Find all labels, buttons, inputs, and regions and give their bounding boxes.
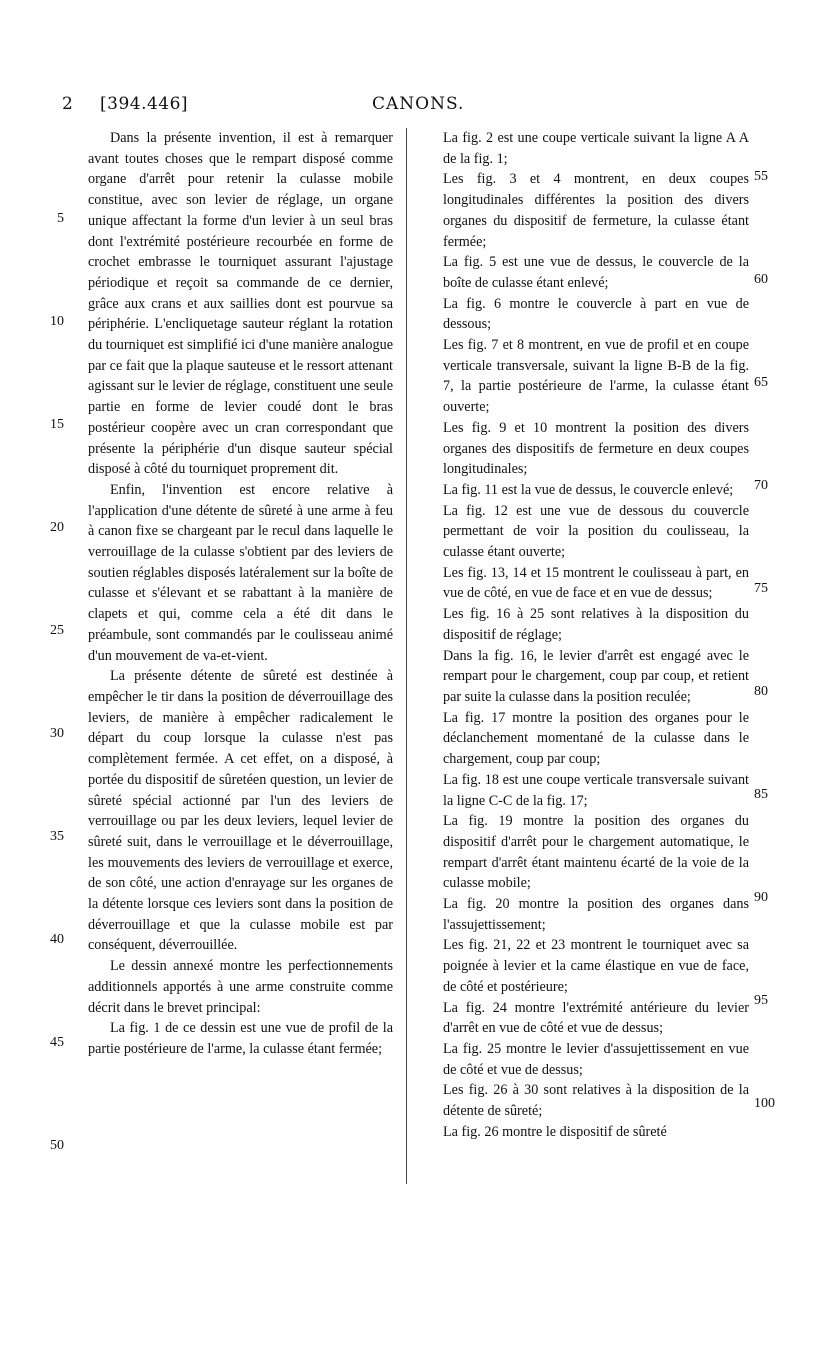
figure-entry: La fig. 5 est une vue de dessus, le couvercle de la boîte de culasse étant enlevé; — [443, 254, 749, 291]
left-column — [88, 128, 393, 1060]
figure-entry: La fig. 6 montre le couvercle à part en vue de dessous; — [443, 295, 749, 333]
line-number: 85 — [754, 787, 768, 802]
line-number: 20 — [50, 520, 64, 535]
figure-entry: Les fig. 3 et 4 montrent, en deux coupes longitudinales différentes la position des divers organes du dispositif de fermeture, la culasse étant fermée; — [443, 171, 749, 250]
figure-entry: La fig. 25 montre le levier d'assujettissement en vue de côté et vue de dessus; — [443, 1040, 749, 1078]
figure-entry: La fig. 24 montre l'extrémité antérieure du levier d'arrêt en vue de côté et vue de dessus; — [443, 999, 749, 1037]
figure-entry: Les fig. 21, 22 et 23 montrent le tourniquet avec sa poignée à levier et la came élastique en vue de face, de côté et postérieure; — [443, 937, 749, 995]
line-number: 90 — [754, 890, 768, 905]
patent-number: [394.446] — [100, 94, 189, 114]
line-number: 60 — [754, 272, 768, 287]
line-number: 25 — [50, 623, 64, 638]
figure-entry: Les fig. 9 et 10 montrent la position des divers organes des dispositifs de fermeture en deux coupes longitudinales; — [443, 419, 749, 478]
line-number: 45 — [50, 1035, 64, 1050]
figure-entry: Les fig. 26 à 30 sont relatives à la disposition de la détente de sûreté; — [443, 1082, 749, 1120]
figure-entry: La fig. 11 est la vue de dessus, le couvercle enlevé; — [443, 481, 734, 498]
figure-entry: La fig. 20 montre la position des organes dans l'assujettissement; — [443, 896, 749, 933]
page-number: 2 — [62, 94, 74, 114]
line-number: 95 — [754, 993, 768, 1008]
page-header — [0, 94, 816, 120]
figure-entry: Les fig. 16 à 25 sont relatives à la disposition du dispositif de réglage; — [443, 606, 749, 643]
line-number: 15 — [50, 417, 64, 432]
line-number: 50 — [50, 1138, 64, 1153]
figure-entry: La fig. 19 montre la position des organes du dispositif d'arrêt pour le chargement automatique, le rempart d'arrêt étant maintenu écarté de la voie de la culasse mobile; — [443, 813, 749, 892]
right-column — [421, 128, 749, 1142]
figure-entry: La fig. 2 est une coupe verticale suivant la ligne A A de la fig. 1; — [443, 130, 749, 167]
line-number: 5 — [57, 211, 64, 226]
line-number: 65 — [754, 375, 768, 390]
figure-entry: La fig. 17 montre la position des organes pour le déclanchement momentané de la culasse dans le chargement, coup par coup; — [443, 709, 749, 768]
line-number: 10 — [50, 314, 64, 329]
line-number: 40 — [50, 932, 64, 947]
line-number: 75 — [754, 581, 768, 596]
figure-entry: La fig. 12 est une vue de dessous du couvercle permettant de voir la position du coulisseau, la culasse étant ouverte; — [443, 502, 749, 561]
line-number: 80 — [754, 684, 768, 699]
figure-entry: Les fig. 13, 14 et 15 montrent le coulisseau à part, en vue de côté, en vue de face et en vue de dessus; — [443, 564, 749, 602]
paragraph: Enfin, l'invention est encore relative à l'application d'une détente de sûreté à une arme à feu à canon fixe se chargeant par le recul dans laquelle le verrouillage de la culasse s'obtient par des leviers de soutien réglables disposés latéralement sur la boîte de culasse et s'élevant et se rabattant à la manière de clapets et qui, comme cela a été dit dans le préambule, sont commandés par le coulisseau animé d'un mouvement de va-et-vient. — [88, 481, 393, 664]
paragraph: Le dessin annexé montre les perfectionnements additionnels apportés à une arme construite comme décrit dans le brevet principal: — [88, 958, 393, 1016]
line-number: 55 — [754, 169, 768, 184]
line-number: 30 — [50, 726, 64, 741]
paragraph: La fig. 1 de ce dessin est une vue de profil de la partie postérieure de l'arme, la culasse étant fermée; — [88, 1020, 393, 1057]
line-number: 70 — [754, 478, 768, 493]
line-number: 100 — [754, 1096, 775, 1111]
column-divider — [406, 128, 407, 1184]
paragraph: La présente détente de sûreté est destinée à empêcher le tir dans la position de déverrouillage des leviers, de manière à empêcher radicalement le départ du coup lorsque la culasse n'est pas complètement fermée. A cet effet, on a disposé, à portée du dispositif de sûretéen question, un levier de sûreté spécial actionné par l'un des leviers de verrouillage ou par les deux leviers, lequel levier de sûreté suit, dans le verrouillage et le déverrouillage, les mouvements des leviers de verrouillage et exerce, de son côté, une action d'enrayage sur les organes de la détente lorsque ces leviers sont dans la position de déverrouillage et que la culasse mobile est par conséquent, déverrouillée. — [88, 668, 393, 954]
figure-entry: Dans la fig. 16, le levier d'arrêt est engagé avec le rempart pour le chargement, coup par coup, et retient par suite la culasse dans la position reculée; — [443, 647, 749, 705]
figure-entry: La fig. 18 est une coupe verticale transversale suivant la ligne C-C de la fig. 17; — [443, 771, 749, 809]
running-title: CANONS. — [372, 94, 465, 114]
figure-entry: La fig. 26 montre le dispositif de sûreté — [443, 1123, 667, 1140]
paragraph: Dans la présente invention, il est à remarquer avant toutes choses que le rempart disposé comme organe d'arrêt pour retenir la culasse mobile constitue, avec son levier de réglage, un organe unique affectant la forme d'un levier à un seul bras dont l'extrémité postérieure recourbée en forme de crochet embrasse le tourniquet assurant l'ajustage périodique et reçoit sa commande de ce dernier, grâce aux crans et aux saillies dont est pourvue sa périphérie. L'encliquetage sauteur réglant la rotation du tourniquet est simplifié ici d'une manière analogue par ce fait que la plaque sauteuse et le ressort attenant agissant sur le levier de réglage, constituent une seule partie en forme de levier coudé dont le bras postérieur coopère avec un cran correspondant que présente la périphérie d'un disque sauteur spécial disposé à côté du tourniquet proprement dit. — [88, 130, 393, 478]
figure-entry: Les fig. 7 et 8 montrent, en vue de profil et en coupe verticale transversale, suivant la ligne B-B de la fig. 7, la partie postérieure de l'arme, la culasse étant ouverte; — [443, 337, 749, 416]
line-number: 35 — [50, 829, 64, 844]
